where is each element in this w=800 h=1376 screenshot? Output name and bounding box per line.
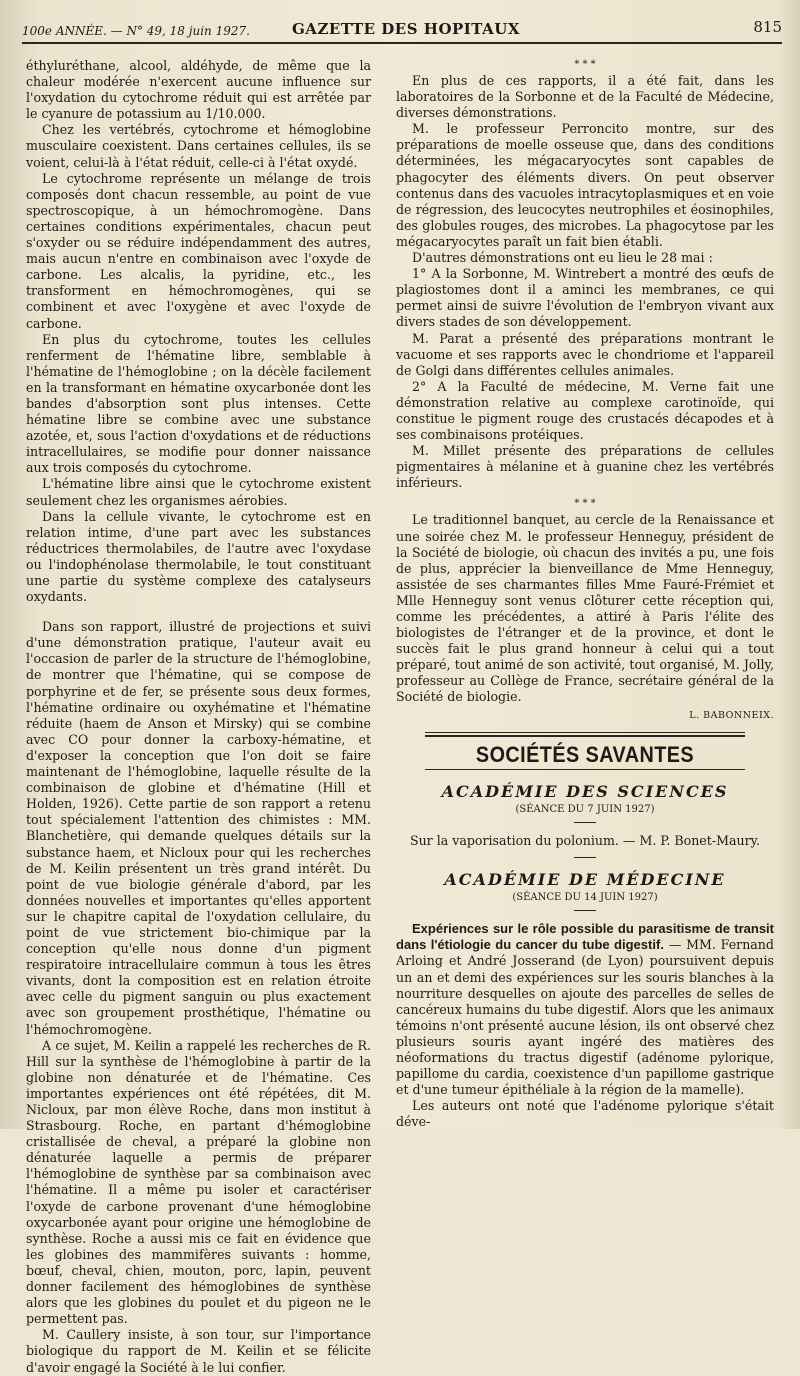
paragraph: M. Caullery insiste, à son tour, sur l'importance biologique du rapport de M. Keilin et se félicite d'avoir engagé la Société à le lui confier. xyxy=(26,1327,371,1375)
paragraph: Dans son rapport, illustré de projections et suivi d'une démonstration pratique, l'auteur avait eu l'occasion de parler de la structure de l'hémoglobine, de montrer que l'hématine, qui se compose de porphyrine et de fer, se présente sous deux formes, l'hématine ordinaire ou oxyhématine et l'hématine réduite (haem de Anson et Mirsky) qui se combine avec CO pour donner la carboxy-hématine, et d'exposer la conception que l'on doit se faire maintenant de l'hémoglobine, laquelle résulte de la combinaison de globine et d'hématine (Hill et Holden, 1926). Cette partie de son rapport a retenu tout spécialement l'attention des chimistes : MM. Blanchetière, qui demande quelques détails sur la substance haem, et Nicloux pour qui les recherches de M. Keilin présentent un très grand intérêt. Du point de vue biologie générale d'abord, par les données nouvelles et importantes qu'elles apportent sur le chapitre capital de l'oxydation cellulaire, du point de vue strictement bio-chimique par la conception qu'elle nous donne d'un pigment respiratoire intracellulaire commun à tous les êtres vivants, dont la composition est en relation étroite avec celle du pigment sanguin ou plus exactement avec son groupement prosthétique, l'hématine ou l'hémochromogène. xyxy=(26,619,371,1037)
paragraph: Dans la cellule vivante, le cytochrome est en relation intime, d'une part avec les substances réductrices thermolabiles, de l'autre avec l'oxydase ou l'indophénolase thermolabile, le tout constituant une partie du système complexe des catalyseurs oxydants. xyxy=(26,508,371,605)
paragraph: A ce sujet, M. Keilin a rappelé les recherches de R. Hill sur la synthèse de l'hémoglobine à partir de la globine non dénaturée et de l'hématine. Ces importantes expériences ont été répétées, dit M. Nicloux, par mon élève Roche, dans mon institut à Strasbourg. Roche, en partant d'hémoglobine cristallisée de cheval, a préparé la globine non dénaturée laquelle a permis de préparer l'hémoglobine de synthèse par sa combinaison avec l'hématine. Il a même pu isoler et caractériser l'oxyde de carbone provenant d'une hémoglobine oxycarbonée ayant pour origine une hémoglobine de synthèse. Roche a aussi mis ce fait en évidence que les globines des mammifères suivants : homme, bœuf, cheval, chien, mouton, porc, lapin, peuvent donner facilement des hémoglobines de synthèse alors que les globines du poulet et du pigeon ne le permettent pas. xyxy=(26,1037,371,1327)
page-number: 815 xyxy=(753,18,782,36)
paragraph: Chez les vertébrés, cytochrome et hémoglobine musculaire coexistent. Dans certaines cellules, ils se voient, celui-là à l'état réduit, celle-ci à l'état oxydé. xyxy=(26,122,371,170)
separator-rule xyxy=(425,732,745,733)
section-title: SOCIÉTÉS SAVANTES xyxy=(475,741,695,767)
report-item xyxy=(396,921,774,1098)
seance-date: (SÉANCE DU 14 JUIN 1927) xyxy=(512,892,658,904)
paragraph: M. Parat a présenté des préparations montrant le vacuome et ses rapports avec le chondriome et l'appareil de Golgi dans différentes cellules animales. xyxy=(396,330,774,378)
report-title: Expériences sur le rôle possible du parasitisme de transit dans l'étiologie du cancer du tube digestif. xyxy=(396,921,774,953)
report-body: — MM. Fernand Arloing et André Josserand (de Lyon) poursuivent depuis un an et demi des expériences sur les souris blanches à la nourriture desquelles on ajoute des parcelles de selles de cancéreux humains du tube digestif. Alors que les animaux témoins n'ont présenté aucune lésion, ils ont observé chez plusieurs souris ayant ingéré des matières des néoformations du tractus digestif (adénome pylorique, papillome du cardia, coexistence d'un papillome gastrique et d'une tumeur épithéliale à la région de la mamelle). xyxy=(396,937,774,1098)
left-column xyxy=(26,58,371,1376)
author-signature: L. BABONNEIX. xyxy=(689,709,774,721)
paragraph: D'autres démonstrations ont eu lieu le 28 mai : xyxy=(412,250,713,266)
separator-rule xyxy=(425,769,745,770)
page-header xyxy=(22,14,782,44)
seance-date: (SÉANCE DU 7 JUIN 1927) xyxy=(515,803,655,815)
paragraph: Le cytochrome représente un mélange de trois composés dont chacun ressemble, au point de vue spectroscopique, à un hémochromogène. Dans certaines conditions expérimentales, chacun peut s'oxyder ou se réduire indépendamment des autres, mais aucun n'entre en combinaison avec l'oxyde de carbone. Les alcalis, la pyridine, etc., les transforment en hémochromogènes, qui se combinent et avec l'oxygène et avec l'oxyde de carbone. xyxy=(26,170,371,331)
paragraph: M. Millet présente des préparations de cellules pigmentaires à mélanine et à guanine chez les vertébrés inférieurs. xyxy=(396,443,774,491)
paragraph: L'hématine libre ainsi que le cytochrome existent seulement chez les organismes aérobies. xyxy=(26,476,371,508)
paragraph: éthyluréthane, alcool, aldéhyde, de même que la chaleur modérée n'exercent aucune influence sur l'oxydation du cytochrome réduit qui est arrêtée par le cyanure de potassium au 1/10.000. xyxy=(26,58,371,122)
separator-rule xyxy=(425,735,745,737)
paragraph: M. le professeur Perroncito montre, sur des préparations de moelle osseuse que, dans des conditions déterminées, les mégacaryocytes sont capables de phagocyter des éléments divers. On peut observer contenus dans des vacuoles intracytoplasmiques et en voie de régression, des leucocytes neutrophiles et éosinophiles, des globules rouges, des microbes. La phagocytose par les mégacaryocytes paraît un fait bien établi. xyxy=(396,121,774,249)
paragraph: Le traditionnel banquet, au cercle de la Renaissance et une soirée chez M. le professeur Henneguy, président de la Société de biologie, où chacun des invités a pu, une fois de plus, apprécier la bienveillance de Mme Henneguy, assistée de ses charmantes filles Mme Fauré-Frémiet et Mlle Henneguy sont venus clôturer cette réception qui, comme les précédentes, a attiré à Paris l'élite des biologistes de l'étranger et de la province, et dont le succès fait le plus grand honneur à celui qui a tout préparé, tout animé de son activité, tout organisé, M. Jolly, professeur au Collège de France, secrétaire général de la Société de biologie. xyxy=(396,512,774,705)
paragraph: En plus du cytochrome, toutes les cellules renferment de l'hématine libre, semblable à l'hématine de l'hémoglobine ; on la décèle facilement en la transformant en hématine oxycarbonée dont les bandes d'absorption sont plus intenses. Cette hématine libre se combine avec une substance azotée, et, sous l'action d'oxydations et de réductions intracellulaires, se modifie pour donner naissance aux trois composés du cytochrome. xyxy=(26,331,371,476)
header-rule xyxy=(22,42,782,44)
short-rule xyxy=(574,910,596,911)
issue-info: 100e ANNÉE. — N° 49, 18 juin 1927. xyxy=(22,24,250,38)
academy-heading: ACADÉMIE DE MÉDECINE xyxy=(444,870,726,890)
short-rule xyxy=(574,822,596,823)
right-column xyxy=(396,58,774,1130)
journal-title: GAZETTE DES HOPITAUX xyxy=(292,20,521,38)
signature-row xyxy=(396,706,774,724)
academy-heading: ACADÉMIE DES SCIENCES xyxy=(441,781,729,801)
paragraph: 2° A la Faculté de médecine, M. Verne fait une démonstration relative au complexe carotinoïde, qui constitue le pigment rouge des crustacés décapodes et à ses combinaisons protéiques. xyxy=(396,378,774,443)
paragraph: Les auteurs ont noté que l'adénome pylorique s'était déve- xyxy=(396,1098,774,1130)
paragraph: En plus de ces rapports, il a été fait, dans les laboratoires de la Sorbonne et de la Faculté de Médecine, diverses démonstrations. xyxy=(396,73,774,121)
section-stars: * * * xyxy=(574,498,596,510)
section-stars: * * * xyxy=(574,59,596,70)
report-item: Sur la vaporisation du polonium. — M. P. Bonet-Maury. xyxy=(409,832,761,848)
paragraph: 1° A la Sorbonne, M. Wintrebert a montré des œufs de plagiostomes dont il a aminci les membranes, ce qui permet ainsi de suivre l'évolution de l'embryon vivant aux divers stades de son développement. xyxy=(396,266,774,330)
short-rule xyxy=(574,857,596,858)
